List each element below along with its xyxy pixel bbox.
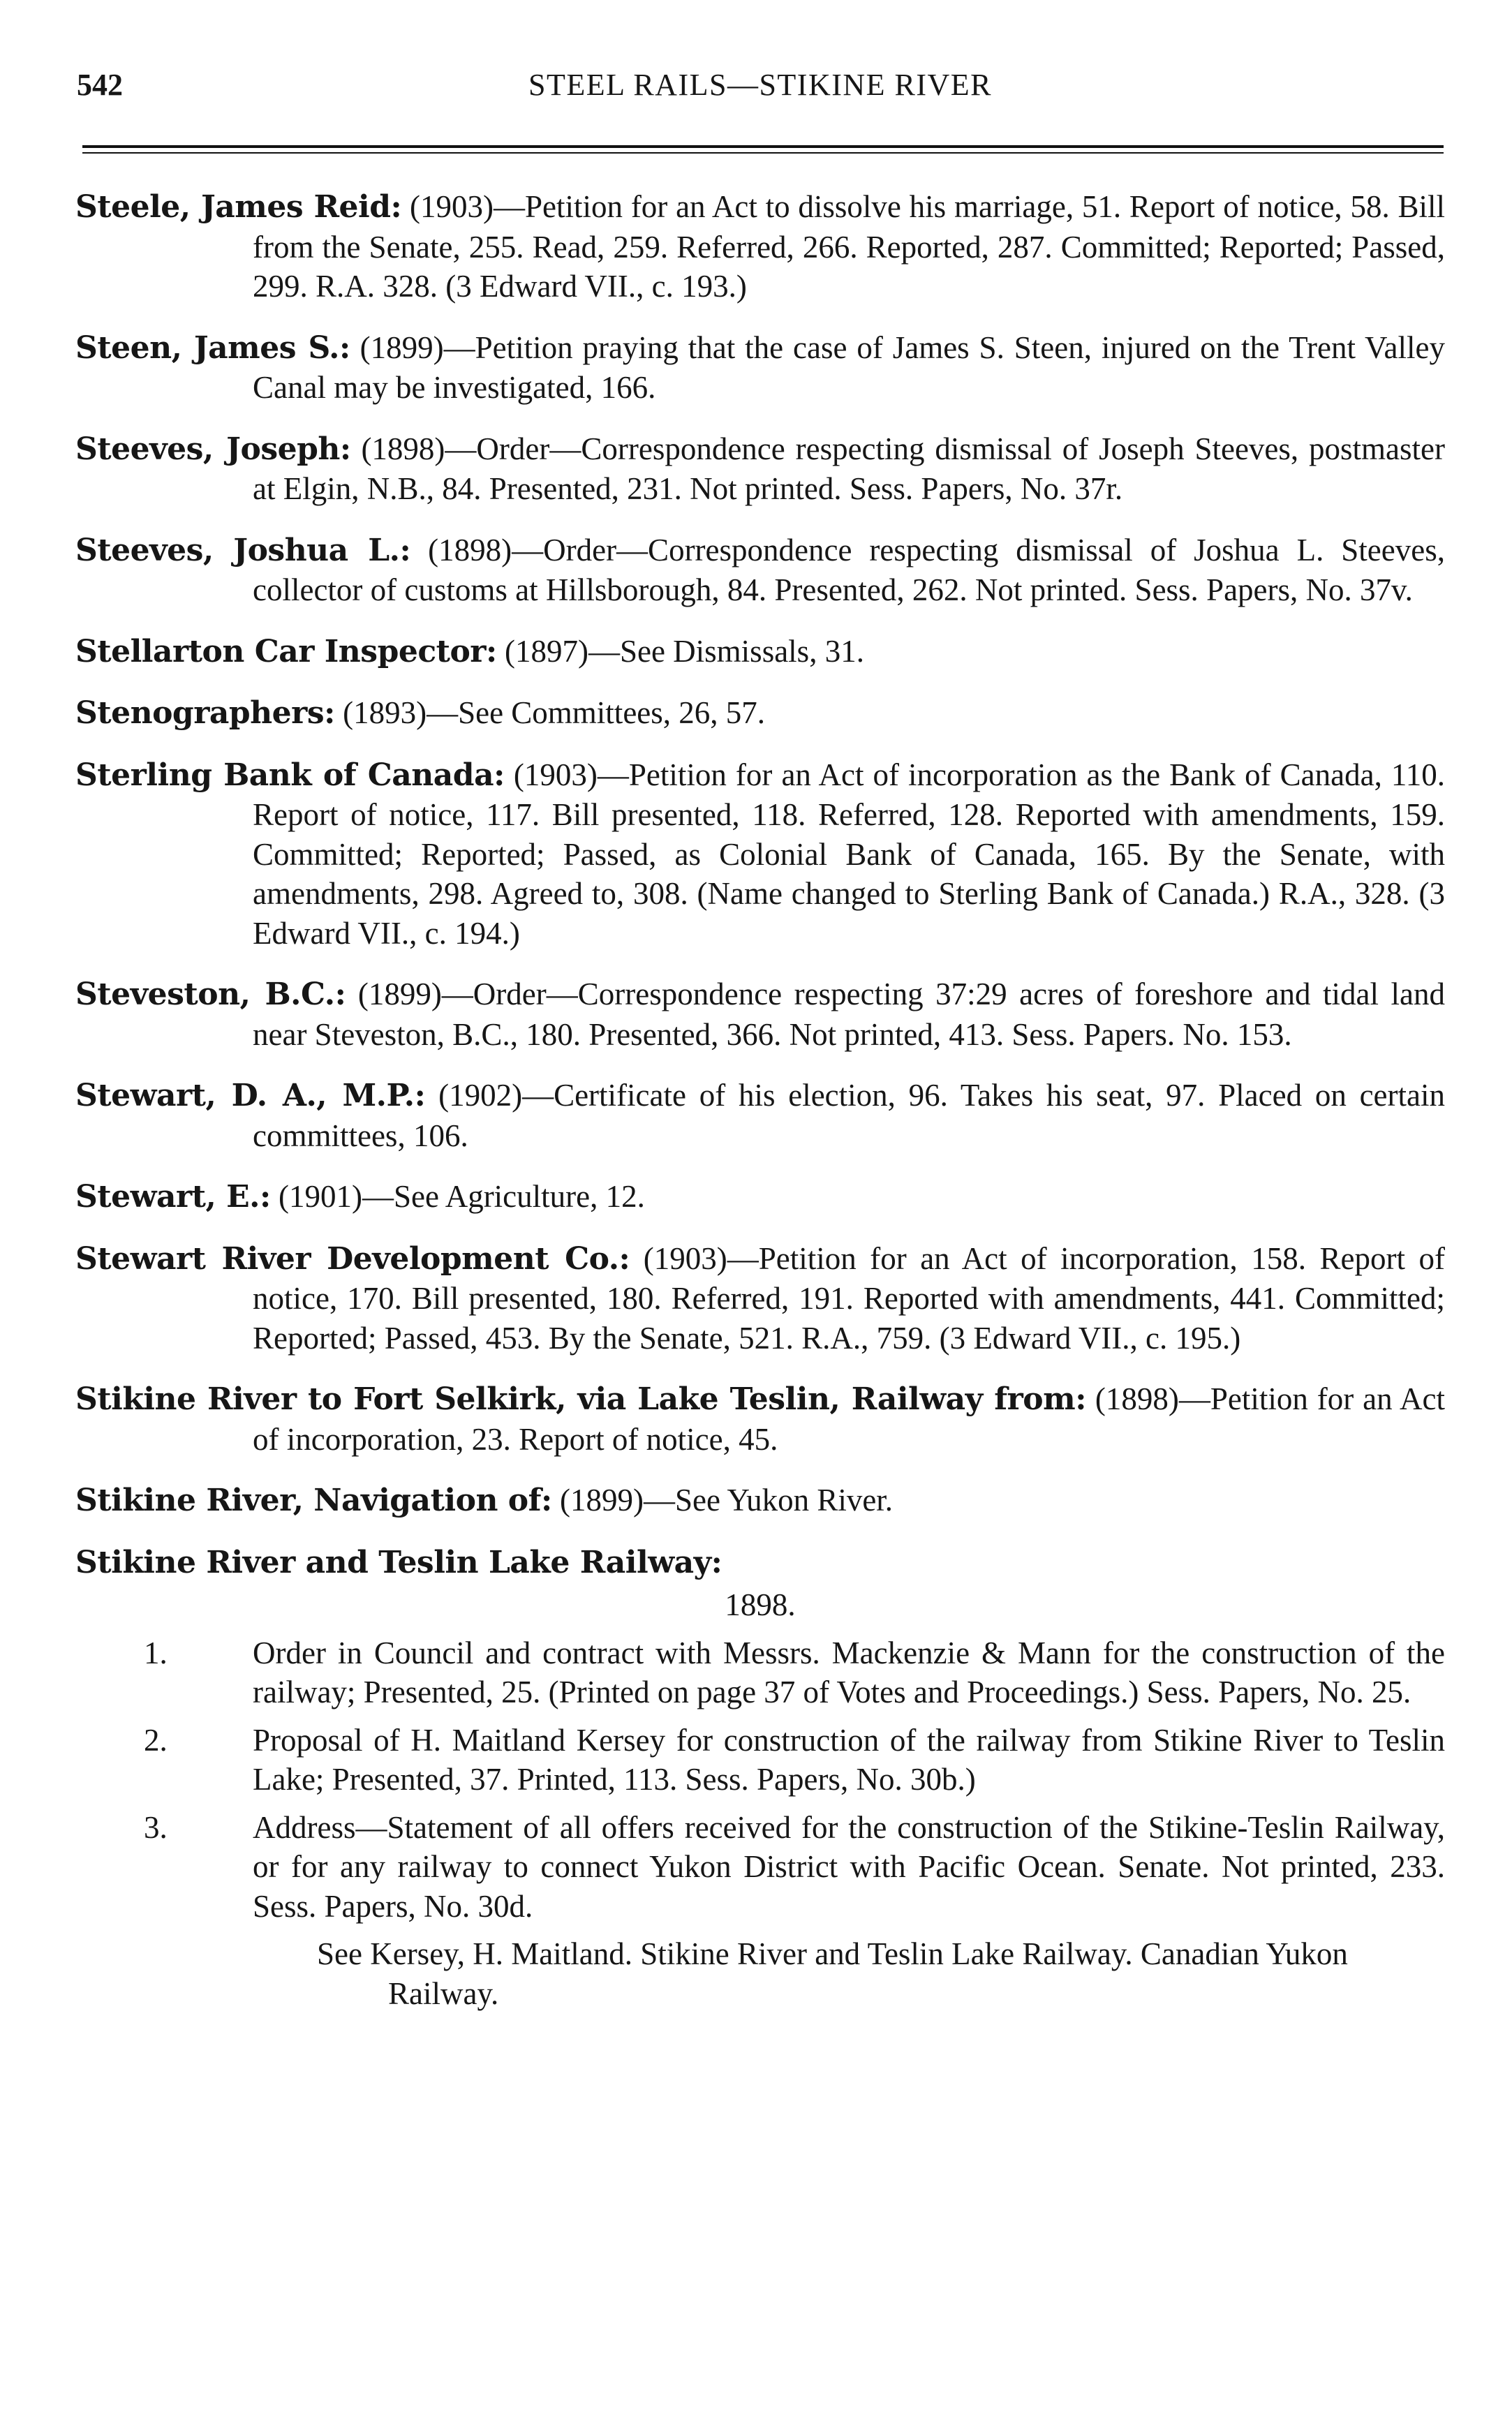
entry-text: (1898)—Order—Correspondence respecting dismissal of Joseph Steeves, postmaster at Elgin, N.B., 84. Presented, 231. Not printed. Sess. Papers, No. 37r. [253,431,1445,506]
entry-heading: Steen, James S.: [75,329,350,366]
entry-heading: Stenographers: [75,695,335,731]
entry-heading: Stikine River to Fort Selkirk, via Lake Teslin, Railway from: [75,1381,1086,1417]
entry-heading: Stewart, D. A., M.P.: [75,1078,426,1113]
sub-item [75,1808,1445,1927]
entry-heading: Sterling Bank of Canada: [75,757,505,793]
sub-item [75,1721,1445,1800]
index-entry [75,1239,1445,1358]
index-entry [75,328,1445,408]
index-entry [75,1076,1445,1155]
entry-text: (1899)—Petition praying that the case of James S. Steen, injured on the Trent Valley Canal may be investigated, 166. [253,329,1445,405]
index-entry [75,1481,1445,1521]
sub-year-heading: 1898. [725,1587,796,1622]
sub-item-text: Address—Statement of all offers received for the construction of the Stikine-Teslin Railway, or for any railway to connect Yukon District with Pacific Ocean. Senate. Not printed, 233. Sess. Papers, No. 30d. [253,1809,1445,1924]
entry-text: (1903)—Petition for an Act of incorporation, 158. Report of notice, 170. Bill presented, 180. Referred, 191. Reported with amendments, 441. Committed; Reported; Passed, 453. By the Senate, 521. R.A., 759. (3 Edward VII., c. 195.) [253,1240,1445,1356]
entry-text: (1899)—See Yukon River. [551,1483,894,1518]
header-rule-thin [82,152,1444,154]
entry-heading: Steeves, Joshua L.: [75,532,411,568]
index-entry [75,755,1445,954]
sub-item-list [75,1633,1445,1927]
sub-item-number: 2. [144,1722,168,1758]
entry-text: (1901)—See Agriculture, 12. [270,1179,645,1214]
entry-text: (1898)—Order—Correspondence respecting dismissal of Joshua L. Steeves, collector of customs at Hillsborough, 84. Presented, 262. Not printed. Sess. Papers, No. 37v. [253,532,1445,607]
header-rule-thick [82,145,1444,148]
entry-text: (1893)—See Committees, 26, 57. [334,695,766,730]
sub-item-number: 3. [144,1809,168,1845]
entry-heading: Stellarton Car Inspector: [75,633,497,669]
index-entry [75,1543,1445,1583]
entry-heading: Stewart, E.: [75,1179,271,1215]
see-also-reference: See Kersey, H. Maitland. Stikine River and Teslin Lake Railway. Canadian Yukon Railway. [317,1936,1348,2011]
index-entry [75,1379,1445,1459]
entry-text: (1898)—Petition for an Act of incorporation, 23. Report of notice, 45. [253,1381,1446,1457]
page-number: 542 [77,68,123,102]
entry-heading: Steveston, B.C.: [75,977,346,1012]
sub-item [75,1633,1445,1712]
index-entry [75,1177,1445,1217]
sub-item-number: 1. [144,1635,168,1670]
index-entry [75,429,1445,509]
entry-text: (1903)—Petition for an Act to dissolve his marriage, 51. Report of notice, 58. Bill from the Senate, 255. Read, 259. Referred, 266. Reported, 287. Committed; Reported; Passed, 299. R.A. 328. (3 Edward VII., c. 193.) [253,189,1446,304]
entry-heading: Steeves, Joseph: [75,431,351,467]
page-header [77,64,1444,106]
index-entries [75,187,1445,2013]
running-head: STEEL RAILS—STIKINE RIVER [528,68,993,102]
entry-text: (1902)—Certificate of his election, 96. Takes his seat, 97. Placed on certain committees, 106. [253,1078,1445,1153]
entry-heading: Stewart River Development Co.: [75,1240,630,1277]
index-entry [75,632,1445,672]
sub-item-text: Order in Council and contract with Messrs. Mackenzie & Mann for the construction of the railway; Presented, 25. (Printed on page 37 of Votes and Proceedings.) Sess. Papers, No. 25. [253,1635,1445,1709]
index-entry [75,974,1445,1054]
index-entry [75,531,1445,610]
entry-text: (1897)—See Dismissals, 31. [496,633,864,669]
sub-item-text: Proposal of H. Maitland Kersey for construction of the railway from Stikine River to Teslin Lake; Presented, 37. Printed, 113. Sess. Papers, No. 30b.) [253,1722,1445,1797]
entry-heading: Stikine River and Teslin Lake Railway: [75,1544,722,1580]
entry-text: (1903)—Petition for an Act of incorporation as the Bank of Canada, 110. Report of notice, 117. Bill presented, 118. Referred, 128. Reported with amendments, 159. Committed; Reported; Passed, as Colonial Bank of Canada, 165. By the Senate, with amendments, 298. Agreed to, 308. (Name changed to Sterling Bank of Canada.) R.A., 328. (3 Edward VII., c. 194.) [253,757,1445,951]
entry-text: (1899)—Order—Correspondence respecting 37:29 acres of foreshore and tidal land near Steveston, B.C., 180. Presented, 366. Not printed, 413. Sess. Papers. No. 153. [253,977,1445,1052]
index-entry [75,693,1445,734]
index-entry [75,187,1445,306]
entry-heading: Steele, James Reid: [75,189,402,225]
entry-heading: Stikine River, Navigation of: [75,1483,552,1518]
